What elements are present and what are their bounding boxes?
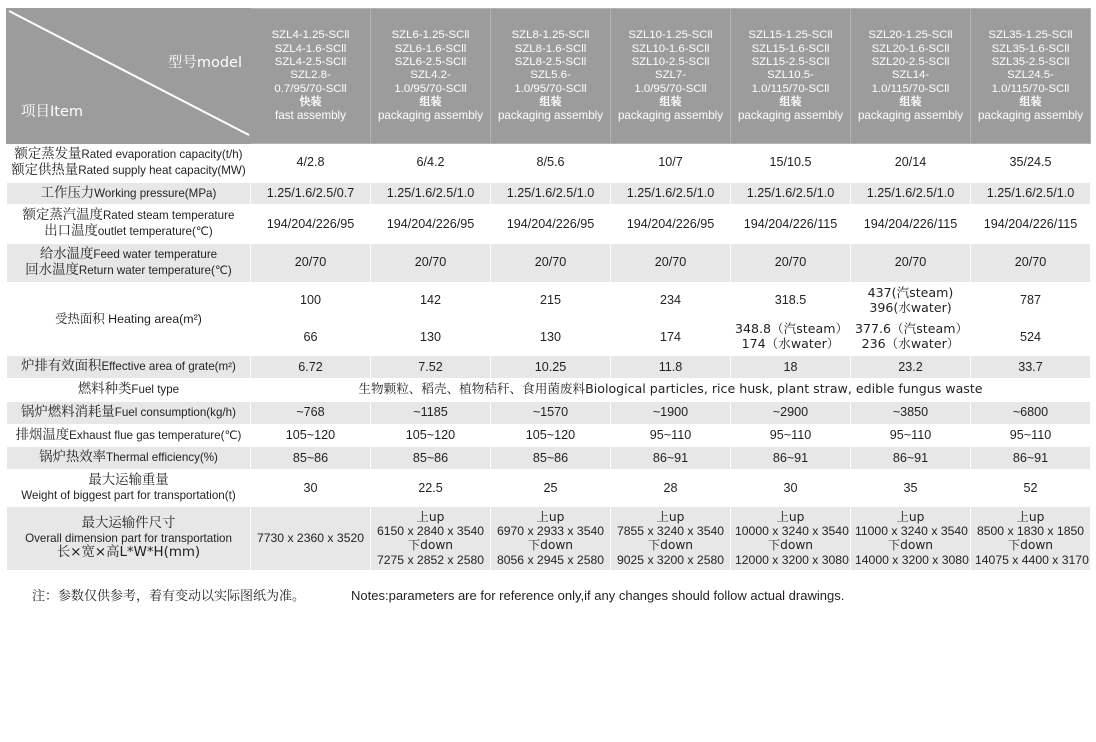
cell-value: 18: [731, 356, 851, 379]
dimension-value-up: 7855 x 3240 x 3540: [616, 524, 725, 539]
cell-value-dimension: [971, 506, 1091, 571]
cell-value: 20/70: [731, 244, 851, 283]
model-code: SZL24.5-: [1007, 69, 1054, 82]
table-row-fuel-consumption: [7, 401, 1091, 424]
dimension-down-tag: 下down: [887, 538, 934, 553]
footnote-en: Notes:parameters are for reference only,if any changes should follow actual drawings.: [351, 588, 845, 604]
value-line: 100: [299, 293, 321, 308]
assembly-type-en: fast assembly: [275, 109, 346, 123]
row-label-en: Feed water temperature: [93, 248, 218, 262]
table-row-grate-area: [7, 356, 1091, 379]
assembly-type-cn: 组装: [1019, 95, 1042, 109]
cell-value: 194/204/226/95: [371, 205, 491, 244]
value-line: 396(水water): [869, 299, 952, 315]
assembly-type-en: packaging assembly: [737, 109, 844, 123]
row-label-transport-dimension: [7, 506, 251, 571]
cell-value: ~1185: [371, 401, 491, 424]
cell-value-dimension: [851, 506, 971, 571]
row-label-heating-area: [7, 282, 251, 355]
assembly-type-cn: 快装: [299, 95, 322, 109]
cell-value-dimension: [371, 506, 491, 571]
row-label-en: Rated supply heat capacity(MW): [78, 163, 246, 177]
cell-value: [611, 319, 731, 356]
assembly-type-cn: 组装: [659, 95, 682, 109]
value-line: 437(汽steam): [867, 284, 954, 300]
cell-value: 86~91: [611, 447, 731, 470]
cell-value: 6.72: [251, 356, 371, 379]
cell-value: 28: [611, 470, 731, 506]
cell-value: 10/7: [611, 144, 731, 183]
row-label-en: Rated steam temperature: [102, 209, 235, 223]
assembly-type-cn: 组装: [899, 95, 922, 109]
table-row-feed-water-temperature: [7, 244, 1091, 283]
value-line: 318.5: [774, 293, 807, 308]
assembly-type-en: packaging assembly: [617, 109, 724, 123]
cell-value: 23.2: [851, 356, 971, 379]
cell-value: 86~91: [971, 447, 1091, 470]
cell-value: 20/70: [491, 244, 611, 283]
row-label-working-pressure: [7, 182, 251, 205]
model-code: SZL35-2.5-SCll: [991, 55, 1070, 68]
table-row-evaporation: [7, 144, 1091, 183]
header-model-column-7: [971, 9, 1091, 144]
cell-value: 6/4.2: [371, 144, 491, 183]
row-label-grate-area: [7, 356, 251, 379]
value-line: 142: [419, 293, 441, 308]
assembly-type-cn: 组装: [419, 95, 442, 109]
row-label-en: Working pressure(MPa): [94, 186, 217, 200]
cell-value: 194/204/226/115: [971, 205, 1091, 244]
header-item-label: 项目Item: [21, 103, 84, 120]
dimension-value-up: 6970 x 2933 x 3540: [496, 524, 605, 539]
dimension-value-down: 9025 x 3200 x 2580: [616, 552, 725, 567]
model-code: SZL6-1.6-SCll: [394, 42, 467, 55]
cell-value: 4/2.8: [251, 144, 371, 183]
row-label-thermal-efficiency: [7, 447, 251, 470]
table-row-fuel-type: [7, 378, 1091, 401]
cell-value: 33.7: [971, 356, 1091, 379]
value-line: 236（水water）: [861, 336, 960, 352]
cell-value: 11.8: [611, 356, 731, 379]
header-model-column-5: [731, 9, 851, 144]
model-code: 1.0/115/70-SCll: [991, 82, 1070, 95]
model-code: SZL7-: [654, 69, 687, 82]
cell-value: 35: [851, 470, 971, 506]
table-row-exhaust-temperature: [7, 424, 1091, 447]
row-label-cn: 工作压力: [40, 185, 95, 201]
dimension-value-up: 6150 x 2840 x 3540: [376, 524, 485, 539]
value-line: 66: [303, 329, 318, 344]
value-line: 130: [539, 329, 561, 344]
row-label-cn: 长×宽×高L*W*H(mm): [56, 545, 201, 561]
row-label-en: outlet temperature(℃): [97, 225, 213, 239]
model-code: SZL10.5-: [767, 69, 814, 82]
row-label-en: Rated evaporation capacity(t/h): [81, 148, 243, 161]
table-header-row: [7, 9, 1091, 144]
cell-value: ~1900: [611, 401, 731, 424]
cell-value: 30: [251, 470, 371, 506]
model-code: SZL20-1.6-SCll: [871, 42, 950, 55]
cell-value: 194/204/226/115: [731, 205, 851, 244]
cell-value: 85~86: [491, 447, 611, 470]
cell-value: 95~110: [611, 424, 731, 447]
cell-value: ~6800: [971, 401, 1091, 424]
cell-value: 20/70: [971, 244, 1091, 283]
cell-value: ~2900: [731, 401, 851, 424]
model-code: SZL15-1.6-SCll: [751, 42, 830, 55]
assembly-type-en: packaging assembly: [497, 109, 604, 123]
model-code: SZL10-1.6-SCll: [631, 42, 710, 55]
dimension-value-down: 7275 x 2852 x 2580: [376, 552, 485, 567]
cell-value: [491, 319, 611, 356]
row-label-fuel-type: [7, 378, 251, 401]
cell-value: 20/70: [371, 244, 491, 283]
table-row-steam-temperature: [7, 205, 1091, 244]
header-model-column-6: [851, 9, 971, 144]
cell-value: 15/10.5: [731, 144, 851, 183]
table-row-thermal-efficiency: [7, 447, 1091, 470]
cell-value: 85~86: [371, 447, 491, 470]
cell-value: [371, 282, 491, 319]
dimension-value-down: 14000 x 3200 x 3080: [855, 552, 969, 567]
row-label-cn: 给水温度: [39, 247, 94, 263]
cell-value: 1.25/1.6/2.5/1.0: [851, 182, 971, 205]
cell-value: 95~110: [971, 424, 1091, 447]
cell-value: 8/5.6: [491, 144, 611, 183]
model-code: SZL10-2.5-SCll: [631, 55, 710, 68]
cell-value: [731, 319, 851, 356]
dimension-value-up: 10000 x 3240 x 3540: [735, 524, 849, 539]
value-line: 524: [1019, 329, 1041, 344]
cell-value: 20/70: [611, 244, 731, 283]
row-label-en: Weight of biggest part for transportation(t): [21, 489, 236, 502]
model-code: 1.0/95/70-SCll: [514, 82, 587, 95]
cell-value: 86~91: [851, 447, 971, 470]
row-label-en: Thermal efficiency(%): [106, 451, 218, 465]
model-code: SZL6-2.5-SCll: [394, 55, 467, 68]
cell-value-dimension: [491, 506, 611, 571]
cell-value-dimension: [251, 506, 371, 571]
model-code: SZL2.8-: [290, 69, 331, 82]
row-label-exhaust-temperature: [7, 424, 251, 447]
dimension-down-tag: 下down: [527, 538, 574, 553]
cell-value: 1.25/1.6/2.5/1.0: [371, 182, 491, 205]
dimension-up-tag: 上up: [536, 509, 565, 524]
table-row-transport-weight: [7, 470, 1091, 506]
cell-value: 194/204/226/115: [851, 205, 971, 244]
cell-value: [371, 319, 491, 356]
cell-value: 10.25: [491, 356, 611, 379]
cell-value: 30: [731, 470, 851, 506]
value-line: 174（水water）: [741, 336, 840, 352]
cell-value: 194/204/226/95: [251, 205, 371, 244]
cell-value: [971, 282, 1091, 319]
table-row-heating-area-body: [7, 282, 1091, 319]
dimension-value-down: 14075 x 4400 x 3170: [975, 552, 1089, 567]
cell-value: ~768: [251, 401, 371, 424]
cell-value: [851, 319, 971, 356]
cell-value: 1.25/1.6/2.5/0.7: [251, 182, 371, 205]
boiler-specification-table: [6, 8, 1091, 571]
cell-value: 86~91: [731, 447, 851, 470]
dimension-down-tag: 下down: [647, 538, 694, 553]
cell-value: 7.52: [371, 356, 491, 379]
model-code: SZL35-1.25-SCll: [988, 29, 1073, 42]
cell-value: 1.25/1.6/2.5/1.0: [611, 182, 731, 205]
model-code: SZL35-1.6-SCll: [991, 42, 1070, 55]
row-label-en: area(m²): [154, 311, 202, 326]
header-model-column-3: [491, 9, 611, 144]
row-label-cn: 最大运输重量: [88, 473, 169, 489]
dimension-up-tag: 上up: [1016, 509, 1045, 524]
cell-value: [491, 282, 611, 319]
model-code: 0.7/95/70-SCll: [274, 82, 347, 95]
row-label-cn: 额定供热量: [11, 162, 79, 178]
value-line: 234: [659, 293, 681, 308]
cell-value: ~1570: [491, 401, 611, 424]
dimension-down-tag: 下down: [407, 538, 454, 553]
assembly-type-en: packaging assembly: [377, 109, 484, 123]
row-label-en: Effective area of grate(m²): [101, 360, 236, 374]
row-label-evaporation: [7, 144, 251, 183]
cell-value: 105~120: [371, 424, 491, 447]
cell-value: [251, 319, 371, 356]
model-code: SZL8-1.6-SCll: [514, 42, 587, 55]
model-code: SZL20-2.5-SCll: [871, 55, 950, 68]
row-label-cn: 额定蒸汽温度: [22, 208, 103, 224]
dimension-value-down: 12000 x 3200 x 3080: [735, 552, 849, 567]
model-code: 1.0/115/70-SCll: [751, 82, 830, 95]
row-label-cn: 燃料种类: [77, 381, 132, 397]
cell-value: 85~86: [251, 447, 371, 470]
dimension-value: 7730 x 2360 x 3520: [256, 531, 365, 546]
cell-value: 95~110: [731, 424, 851, 447]
row-label-en: Heating: [108, 311, 151, 326]
model-code: SZL4.2-: [410, 69, 451, 82]
dimension-up-tag: 上up: [896, 509, 925, 524]
model-code: SZL10-1.25-SCll: [628, 29, 713, 42]
header-corner-cell: [7, 9, 251, 144]
cell-value: 194/204/226/95: [611, 205, 731, 244]
model-code: SZL4-1.25-SCll: [271, 29, 350, 42]
assembly-type-en: packaging assembly: [977, 109, 1084, 123]
cell-value: 20/70: [251, 244, 371, 283]
cell-value: [851, 282, 971, 319]
model-code: SZL8-1.25-SCll: [511, 29, 590, 42]
model-code: 1.0/95/70-SCll: [634, 82, 707, 95]
header-model-label: 型号model: [167, 55, 242, 71]
cell-value: 20/70: [851, 244, 971, 283]
row-label-cn: 排烟温度: [15, 427, 70, 443]
header-model-column-4: [611, 9, 731, 144]
cell-value-dimension: [611, 506, 731, 571]
cell-value: 95~110: [851, 424, 971, 447]
cell-value: 105~120: [251, 424, 371, 447]
diagonal-divider-icon: [7, 9, 250, 143]
cell-value: 105~120: [491, 424, 611, 447]
row-label-en: Exhaust flue gas temperature(℃): [69, 428, 242, 442]
footnote: [6, 585, 1090, 604]
dimension-down-tag: 下down: [767, 538, 814, 553]
model-code: SZL6-1.25-SCll: [391, 29, 470, 42]
cell-value: 52: [971, 470, 1091, 506]
cell-value: 1.25/1.6/2.5/1.0: [731, 182, 851, 205]
model-code: SZL15-1.25-SCll: [748, 29, 833, 42]
model-code: SZL5.6-: [530, 69, 571, 82]
cell-value: 35/24.5: [971, 144, 1091, 183]
row-label-en: Fuel consumption(kg/h): [114, 405, 236, 419]
cell-value: 194/204/226/95: [491, 205, 611, 244]
header-model-column-1: [251, 9, 371, 144]
model-code: 1.0/115/70-SCll: [871, 82, 950, 95]
cell-value: 1.25/1.6/2.5/1.0: [971, 182, 1091, 205]
model-code: SZL4-2.5-SCll: [274, 55, 347, 68]
value-line: 377.6（汽steam）: [855, 321, 969, 337]
row-label-transport-weight: [7, 470, 251, 506]
model-code: 1.0/95/70-SCll: [394, 82, 467, 95]
dimension-up-tag: 上up: [776, 509, 805, 524]
row-label-cn: 锅炉燃料消耗量: [21, 404, 115, 420]
dimension-value-down: 8056 x 2945 x 2580: [496, 552, 605, 567]
model-code: SZL20-1.25-SCll: [868, 29, 953, 42]
row-label-cn: 出口温度: [44, 224, 98, 240]
footnote-cn: 注：参数仅供参考，着有变动以实际图纸为准。: [32, 589, 306, 605]
header-model-column-2: [371, 9, 491, 144]
assembly-type-en: packaging assembly: [857, 109, 964, 123]
dimension-value-up: 11000 x 3240 x 3540: [855, 524, 968, 539]
dimension-up-tag: 上up: [656, 509, 685, 524]
row-label-steam-temperature: [7, 205, 251, 244]
cell-value: 20/14: [851, 144, 971, 183]
model-code: SZL14-: [891, 69, 930, 82]
model-code: SZL8-2.5-SCll: [514, 55, 587, 68]
row-label-cn: 炉排有效面积: [21, 359, 102, 375]
row-label-cn: 锅炉热效率: [39, 450, 107, 466]
value-line: 215: [539, 293, 561, 308]
table-row-transport-dimension: [7, 506, 1091, 571]
dimension-value-up: 8500 x 1830 x 1850: [976, 524, 1085, 539]
cell-value: [251, 282, 371, 319]
model-code: SZL4-1.6-SCll: [274, 42, 347, 55]
model-code: SZL15-2.5-SCll: [751, 55, 830, 68]
row-label-cn: 受热面积: [55, 310, 105, 326]
row-label-feed-water-temperature: [7, 244, 251, 283]
table-row-working-pressure: [7, 182, 1091, 205]
cell-value-fuel-type: 生物颗粒、稻壳、植物秸秆、食用菌废料Biological particles, rice husk, plant straw, edible fungus waste: [251, 378, 1091, 401]
row-label-en: Overall dimension part for transportation: [25, 531, 232, 545]
cell-value: ~3850: [851, 401, 971, 424]
row-label-cn: 回水温度: [25, 262, 79, 278]
row-label-en: Fuel type: [131, 382, 180, 396]
cell-value: [731, 282, 851, 319]
dimension-up-tag: 上up: [416, 509, 445, 524]
cell-value: 25: [491, 470, 611, 506]
row-label-cn: 最大运输件尺寸: [81, 515, 176, 531]
value-line: 348.8（汽steam）: [735, 321, 849, 337]
cell-value: [971, 319, 1091, 356]
row-label-en: Return water temperature(℃): [78, 263, 232, 277]
assembly-type-cn: 组装: [539, 95, 562, 109]
cell-value: [611, 282, 731, 319]
assembly-type-cn: 组装: [779, 95, 802, 109]
value-line: 787: [1019, 293, 1041, 308]
value-line: 174: [659, 329, 681, 344]
cell-value: 1.25/1.6/2.5/1.0: [491, 182, 611, 205]
cell-value-dimension: [731, 506, 851, 571]
dimension-down-tag: 下down: [1007, 538, 1054, 553]
value-line: 130: [419, 329, 441, 344]
cell-value: 22.5: [371, 470, 491, 506]
row-label-cn: 额定蒸发量: [14, 147, 82, 162]
row-label-fuel-consumption: [7, 401, 251, 424]
